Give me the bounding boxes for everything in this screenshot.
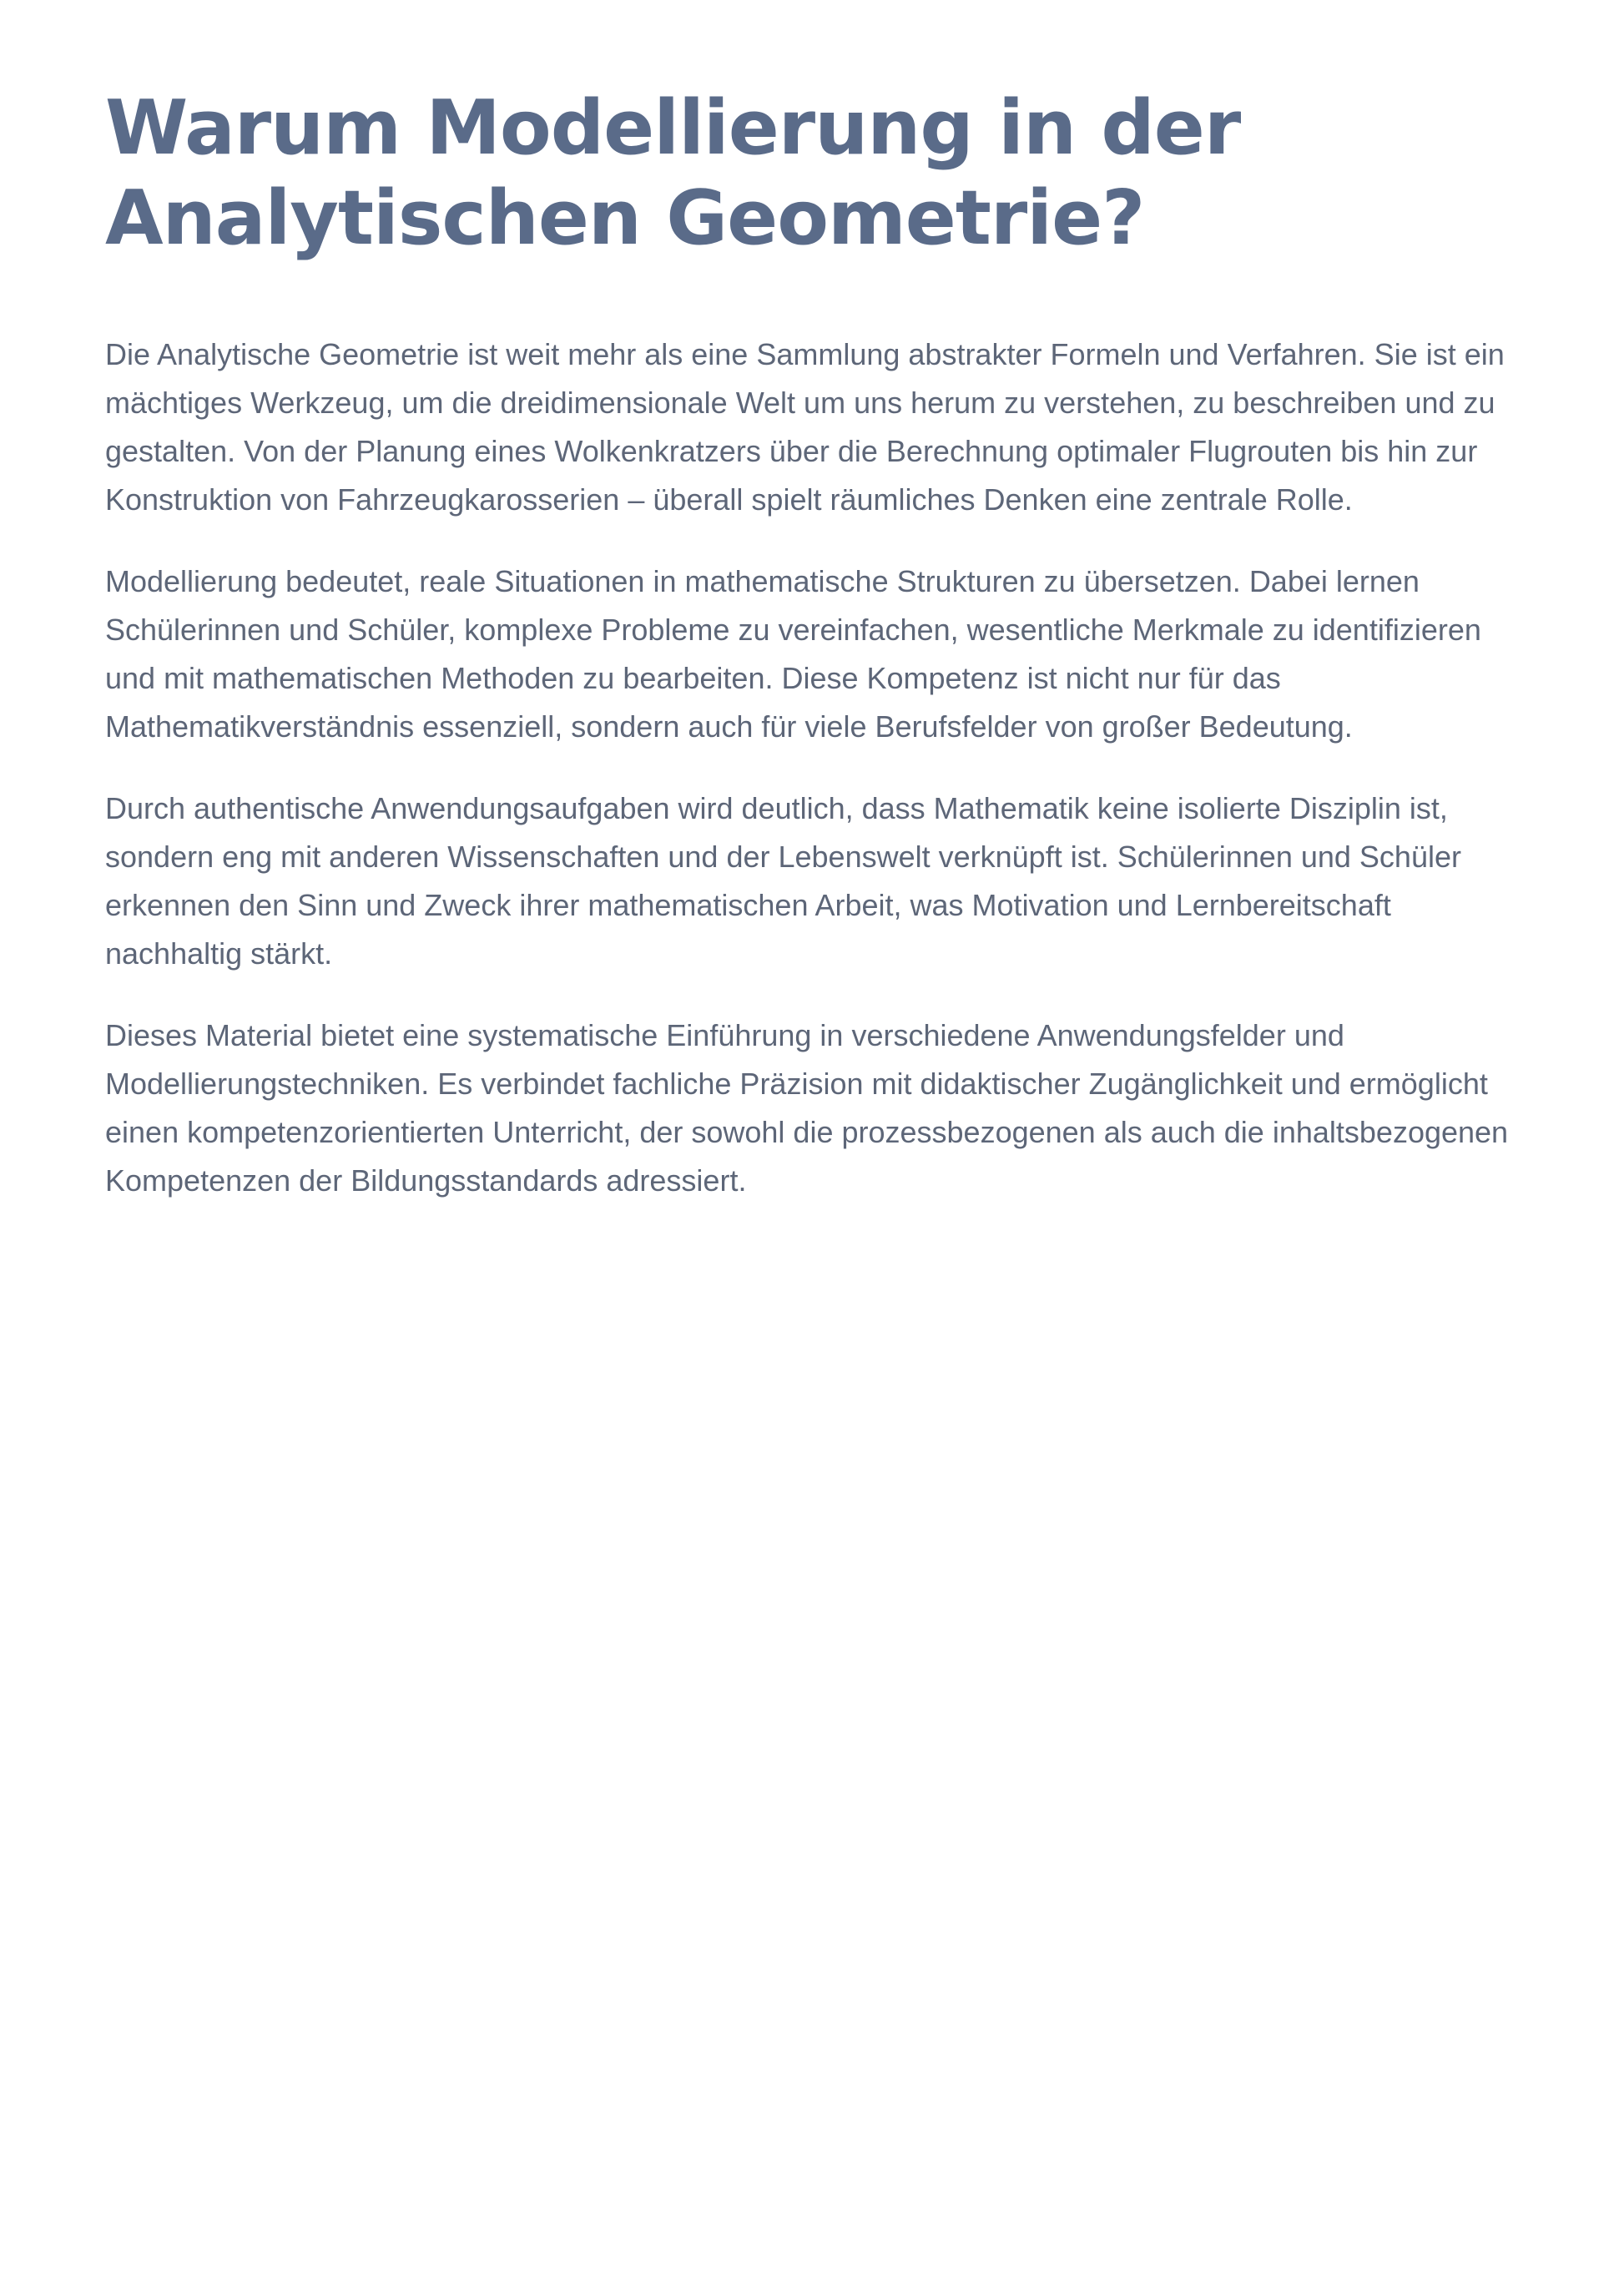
paragraph-intro: Die Analytische Geometrie ist weit mehr als eine Sammlung abstrakter Formeln und Verfahren. Sie ist ein mächtiges Werkzeug, um die dreidimensionale Welt um uns herum zu verstehen, zu beschreiben und zu gestalten. Von der Planung eines Wolkenkratzers über die Berechnung optimaler Flugrouten bis hin zur Konstruktion von Fahrzeugkarosserien – überall spielt räumliches Denken eine zentrale Rolle. [105, 337, 1505, 517]
paragraph-applications: Durch authentische Anwendungsaufgaben wird deutlich, dass Mathematik keine isolierte Disziplin ist, sondern eng mit anderen Wissenschaften und der Lebenswelt verknüpft ist. Schülerinnen und Schüler erkennen den Sinn und Zweck ihrer mathematischen Arbeit, was Motivation und Lernbereitschaft nachhaltig stärkt. [105, 791, 1461, 971]
page-title: Warum Modellierung in der Analytischen Geometrie? [105, 84, 1241, 262]
paragraph-modeling: Modellierung bedeutet, reale Situationen in mathematische Strukturen zu übersetzen. Dabei lernen Schülerinnen und Schüler, komplexe Probleme zu vereinfachen, wesentliche Merkmale zu identifizieren und mit mathematischen Methoden zu bearbeiten. Diese Kompetenz ist nicht nur für das Mathematikverständnis essenziell, sondern auch für viele Berufsfelder von großer Bedeutung. [105, 564, 1481, 744]
paragraph-material: Dieses Material bietet eine systematische Einführung in verschiedene Anwendungsfelder und Modellierungstechniken. Es verbindet fachliche Präzision mit didaktischer Zugänglichkeit und ermöglicht einen kompetenzorientierten Unterricht, der sowohl die prozessbezogenen als auch die inhaltsbezogenen Kompetenzen der Bildungsstandards adressiert. [105, 1018, 1509, 1198]
document-page [105, 83, 1524, 1238]
